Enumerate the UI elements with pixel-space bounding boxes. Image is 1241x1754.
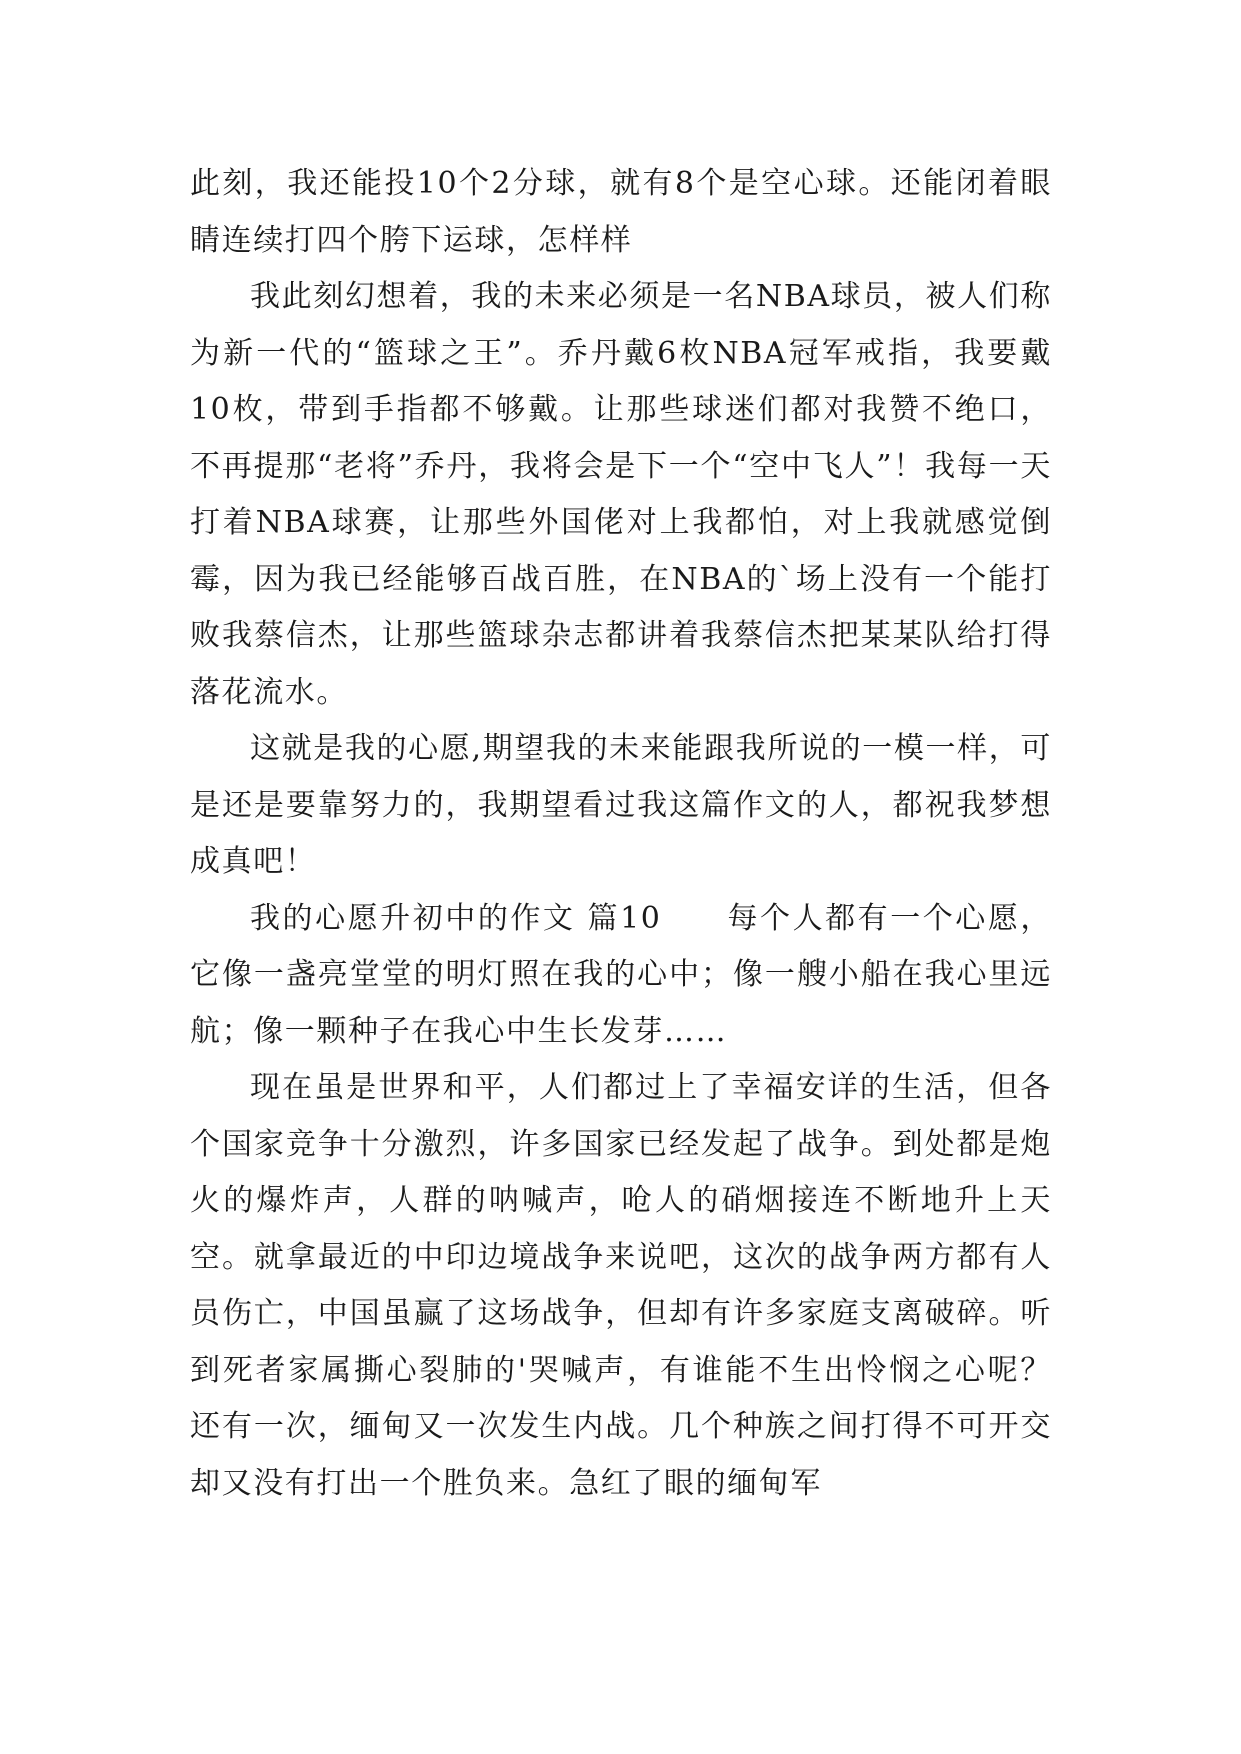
paragraph-5: 现在虽是世界和平，人们都过上了幸福安详的生活，但各个国家竞争十分激烈，许多国家已经发起了战争。到处都是炮火的爆炸声，人群的呐喊声，呛人的硝烟接连不断地升上天空。就拿最近的中印边境战争来说吧，这次的战争两方都有人员伤亡，中国虽赢了这场战争，但却有许多家庭支离破碎。听到死者家属撕心裂肺的'哭喊声，有谁能不生出怜悯之心呢？还有一次，缅甸又一次发生内战。几个种族之间打得不可开交却又没有打出一个胜负来。急红了眼的缅甸军	[190, 1070, 1052, 1501]
paragraph-4: 我的心愿升初中的作文 篇10 每个人都有一个心愿，它像一盏亮堂堂的明灯照在我的心中；像一艘小船在我心里远航；像一颗种子在我心中生长发芽……	[190, 900, 1052, 1049]
paragraph-1: 此刻，我还能投10个2分球，就有8个是空心球。还能闭着眼睛连续打四个胯下运球，怎样样	[190, 166, 1052, 258]
document-page	[190, 156, 1052, 1512]
paragraph-2: 我此刻幻想着，我的未来必须是一名NBA球员，被人们称为新一代的“篮球之王”。乔丹戴6枚NBA冠军戒指，我要戴10枚，带到手指都不够戴。让那些球迷们都对我赞不绝口，不再提那“老将”乔丹，我将会是下一个“空中飞人”！我每一天打着NBA球赛，让那些外国佬对上我都怕，对上我就感觉倒霉，因为我已经能够百战百胜，在NBA的`场上没有一个能打败我蔡信杰，让那些篮球杂志都讲着我蔡信杰把某某队给打得落花流水。	[190, 279, 1052, 710]
paragraph-3: 这就是我的心愿,期望我的未来能跟我所说的一模一样，可是还是要靠努力的，我期望看过我这篇作文的人，都祝我梦想成真吧！	[190, 731, 1052, 879]
